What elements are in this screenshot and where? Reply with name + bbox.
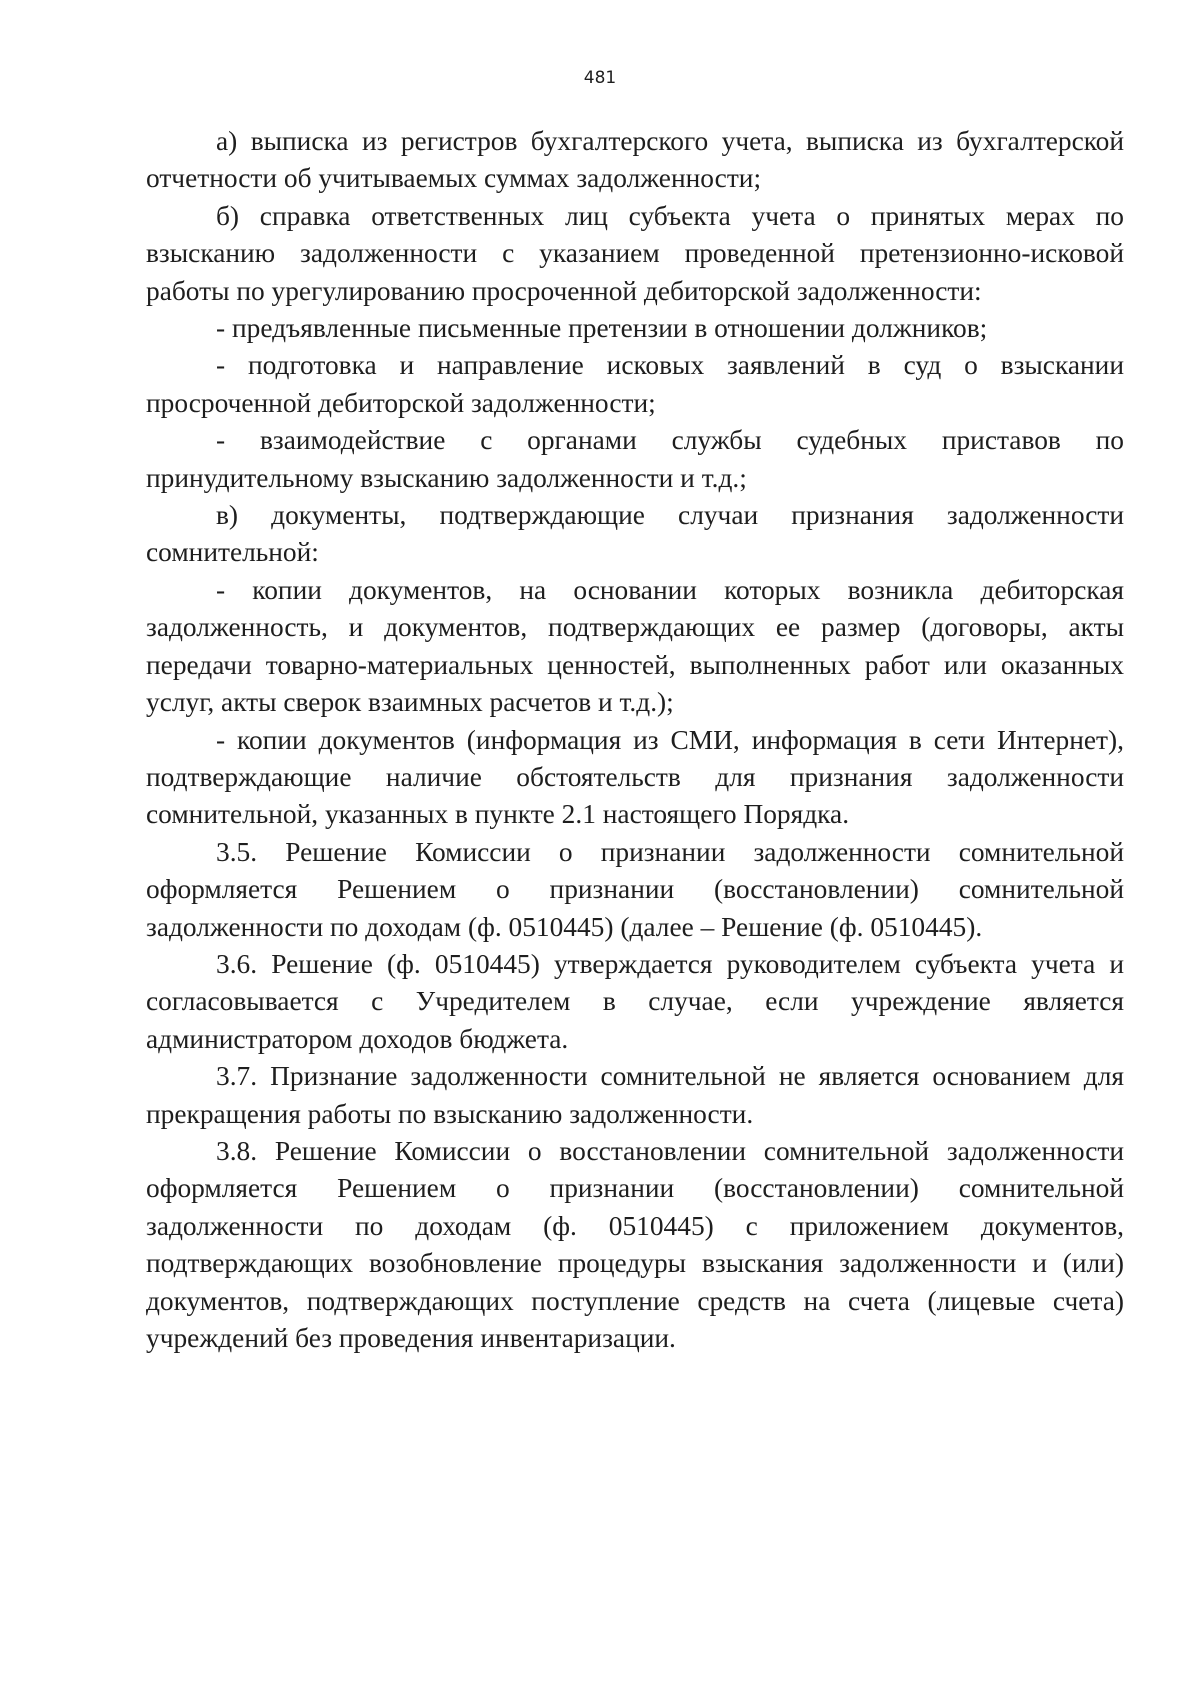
paragraph-b-certificate: б) справка ответственных лиц субъекта учета о принятых мерах по взысканию задолженности с указанием проведенной претензионно-исковой работы по урегулированию просроченной дебиторской задолженности: <box>146 200 1124 306</box>
paragraph-3-5: 3.5. Решение Комиссии о признании задолженности сомнительной оформляется Решением о признании (восстановлении) сомнительной задолженности по доходам (ф. 0510445) (далее – Решение (ф. 0510445). <box>146 836 1124 942</box>
document-body <box>146 123 1124 1357</box>
paragraph-lawsuits: - подготовка и направление исковых заявлений в суд о взыскании просроченной дебиторской задолженности; <box>146 350 1124 418</box>
paragraph-copies-contracts: - копии документов, на основании которых возникла дебиторская задолженность, и документов, подтверждающих ее размер (договоры, акты передачи товарно-материальных ценностей, выполненных работ или оказанных услуг, акты сверок взаимных расчетов и т.д.); <box>146 574 1124 718</box>
paragraph-3-7: 3.7. Признание задолженности сомнительной не является основанием для прекращения работы по взысканию задолженности. <box>146 1061 1124 1129</box>
paragraph-v-documents: в) документы, подтверждающие случаи признания задолженности сомнительной: <box>146 500 1124 568</box>
page-number: 481 <box>583 68 617 88</box>
paragraph-3-8: 3.8. Решение Комиссии о восстановлении сомнительной задолженности оформляется Решением о признании (восстановлении) сомнительной задолженности по доходам (ф. 0510445) с приложением документов, подтверждающих возобновление процедуры взыскания задолженности и (или) документов, подтверждающих поступление средств на счета (лицевые счета) учреждений без проведения инвентаризации. <box>146 1135 1124 1353</box>
paragraph-a-extract: а) выписка из регистров бухгалтерского учета, выписка из бухгалтерской отчетности об учитываемых суммах задолженности; <box>146 126 1124 194</box>
paragraph-claims: - предъявленные письменные претензии в отношении должников; <box>216 313 988 344</box>
paragraph-bailiffs: - взаимодействие с органами службы судебных приставов по принудительному взысканию задолженности и т.д.; <box>146 425 1124 493</box>
paragraph-copies-media: - копии документов (информация из СМИ, информация в сети Интернет), подтверждающие наличие обстоятельств для признания задолженности сомнительной, указанных в пункте 2.1 настоящего Порядка. <box>146 724 1124 830</box>
paragraph-3-6: 3.6. Решение (ф. 0510445) утверждается руководителем субъекта учета и согласовывается с Учредителем в случае, если учреждение является администратором доходов бюджета. <box>146 948 1124 1054</box>
